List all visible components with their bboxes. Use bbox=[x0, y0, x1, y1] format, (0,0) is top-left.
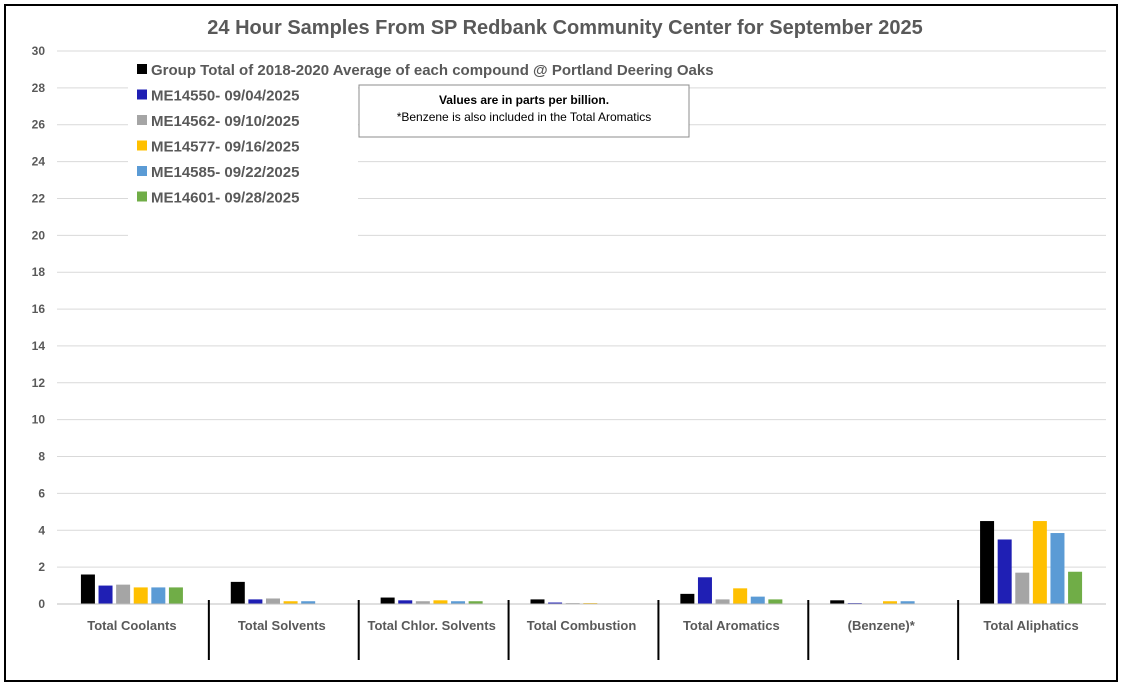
x-tick-label: (Benzene)* bbox=[847, 618, 915, 633]
y-tick-label: 20 bbox=[31, 228, 45, 243]
bars bbox=[81, 521, 1082, 604]
bar bbox=[231, 582, 245, 604]
bar bbox=[169, 587, 183, 604]
bar bbox=[998, 539, 1012, 604]
legend-swatch bbox=[137, 192, 147, 202]
y-tick-label: 24 bbox=[31, 154, 45, 169]
bar bbox=[266, 598, 280, 604]
bar bbox=[768, 599, 782, 604]
y-tick-label: 16 bbox=[31, 302, 45, 317]
bar bbox=[1033, 521, 1047, 604]
legend-entry: ME14550- 09/04/2025 bbox=[151, 87, 300, 105]
legend-swatch bbox=[137, 166, 147, 176]
y-tick-label: 28 bbox=[31, 80, 45, 95]
bar bbox=[680, 594, 694, 604]
bar bbox=[751, 597, 765, 604]
bar bbox=[698, 577, 712, 604]
bar bbox=[830, 600, 844, 604]
y-tick-label: 8 bbox=[38, 449, 45, 464]
legend-entry: ME14585- 09/22/2025 bbox=[151, 164, 300, 181]
bar bbox=[134, 587, 148, 604]
bar bbox=[980, 521, 994, 604]
bar bbox=[1068, 572, 1082, 604]
bar bbox=[248, 599, 262, 604]
legend-entry: Group Total of 2018-2020 Average of each compound @ Portland Deering Oaks bbox=[151, 62, 714, 79]
bar bbox=[733, 588, 747, 604]
x-tick-label: Total Combustion bbox=[526, 618, 637, 633]
y-tick-label: 18 bbox=[31, 265, 45, 280]
annotation-line-1: Values are in parts per billion. bbox=[438, 93, 610, 107]
x-tick-label: Total Coolants bbox=[87, 618, 177, 633]
y-tick-label: 12 bbox=[31, 375, 45, 390]
bar bbox=[116, 585, 130, 604]
x-axis bbox=[57, 600, 1106, 660]
y-tick-label: 4 bbox=[38, 523, 45, 538]
y-tick-label: 30 bbox=[31, 44, 45, 58]
y-tick-label: 10 bbox=[31, 412, 45, 427]
legend-swatch bbox=[137, 115, 147, 125]
annotation-box bbox=[359, 85, 689, 137]
x-tick-label: Total Chlor. Solvents bbox=[367, 618, 496, 633]
bar bbox=[381, 598, 395, 604]
legend-swatch bbox=[137, 64, 147, 74]
y-tick-label: 2 bbox=[38, 560, 45, 575]
bar bbox=[151, 587, 165, 604]
legend-entry: ME14577- 09/16/2025 bbox=[151, 138, 300, 156]
legend-entry: ME14562- 09/10/2025 bbox=[151, 113, 300, 130]
legend-swatch bbox=[137, 90, 147, 100]
bar bbox=[1050, 533, 1064, 604]
bar bbox=[398, 600, 412, 604]
bar bbox=[716, 599, 730, 604]
y-tick-label: 0 bbox=[38, 597, 45, 611]
x-tick-label: Total Aliphatics bbox=[983, 618, 1079, 633]
bar bbox=[433, 600, 447, 604]
legend-swatch bbox=[137, 141, 147, 151]
y-tick-label: 6 bbox=[38, 486, 45, 501]
x-tick-label: Total Aromatics bbox=[682, 618, 780, 633]
bar bbox=[531, 599, 545, 604]
legend-entry: ME14601- 09/28/2025 bbox=[151, 189, 300, 207]
y-tick-label: 14 bbox=[31, 338, 45, 353]
y-tick-label: 22 bbox=[31, 191, 45, 206]
y-tick-label: 26 bbox=[31, 117, 45, 132]
x-tick-label: Total Solvents bbox=[237, 618, 326, 633]
bar bbox=[1015, 573, 1029, 604]
chart-title: 24 Hour Samples From SP Redbank Community Center for September 2025 bbox=[207, 17, 923, 39]
bar bbox=[81, 575, 95, 604]
annotation-line-2: *Benzene is also included in the Total Aromatics bbox=[396, 110, 652, 124]
bar bbox=[99, 586, 113, 604]
